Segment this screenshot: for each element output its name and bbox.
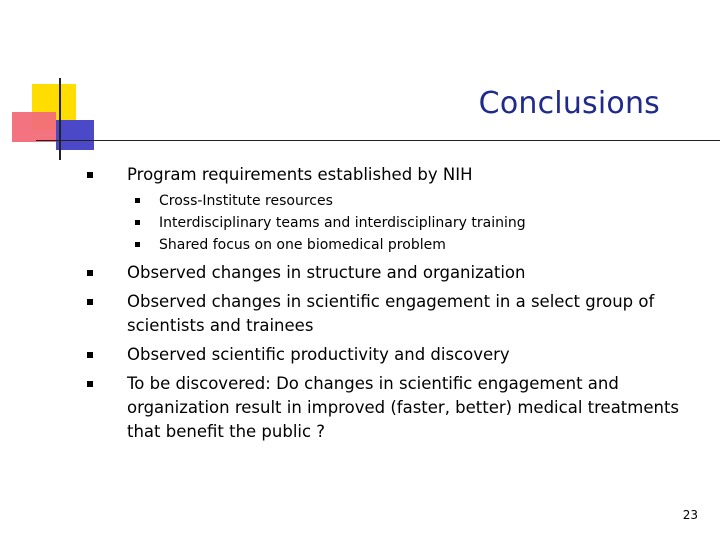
bullet-item xyxy=(127,261,702,285)
bullet-text: Observed changes in scientific engagement in a select group of scientists and trainees xyxy=(127,292,655,335)
bullet-item xyxy=(127,372,702,444)
bullet-text: To be discovered: Do changes in scientific engagement and organization result in improved (faster, better) medical treatments that benefit the public ? xyxy=(127,374,680,441)
sub-bullet-item xyxy=(159,190,679,212)
bullet-square-icon xyxy=(87,381,93,387)
bullet-text: Observed changes in structure and organization xyxy=(127,263,526,282)
sub-bullet-item xyxy=(159,234,679,256)
bullet-square-icon xyxy=(135,220,140,225)
bullet-square-icon xyxy=(135,242,140,247)
page-number: 23 xyxy=(682,508,698,522)
bullet-square-icon xyxy=(135,198,140,203)
bullet-item xyxy=(127,290,702,338)
bullet-square-icon xyxy=(87,172,93,178)
slide-title: Conclusions xyxy=(478,86,660,121)
sub-bullet-text: Cross-Institute resources xyxy=(159,193,333,209)
bullet-text: Observed scientific productivity and discovery xyxy=(127,345,510,364)
bullet-square-icon xyxy=(87,299,93,305)
sub-bullet-text: Shared focus on one biomedical problem xyxy=(159,237,446,253)
bullet-text: Program requirements established by NIH xyxy=(127,165,473,184)
bullet-item xyxy=(127,343,702,367)
bullet-item xyxy=(127,163,702,187)
sub-bullet-text: Interdisciplinary teams and interdisciplinary training xyxy=(159,215,526,231)
bullet-square-icon xyxy=(87,270,93,276)
bullet-square-icon xyxy=(87,352,93,358)
sub-bullet-item xyxy=(159,212,679,234)
